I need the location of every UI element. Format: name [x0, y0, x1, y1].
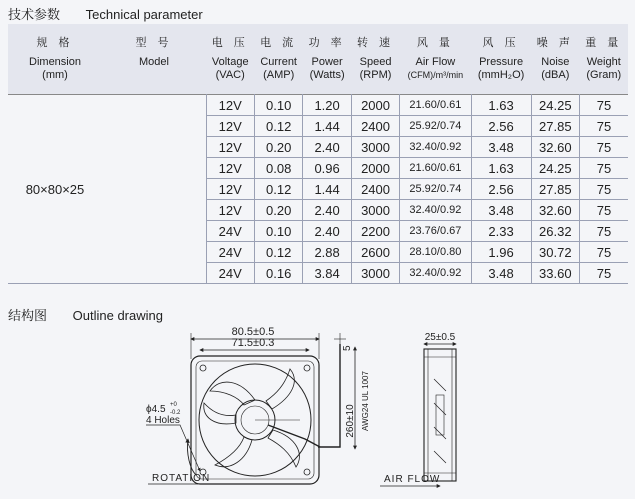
pressure-cell: 3.48: [471, 263, 531, 284]
fan-side-view: [424, 332, 456, 481]
airflow-cell: 32.40/0.92: [400, 200, 471, 221]
noise-cell: 26.32: [531, 221, 579, 242]
current-cell: 0.16: [254, 263, 302, 284]
voltage-cell: 12V: [206, 158, 254, 179]
col-noise: 噪 声 Noise (dBA): [536, 36, 574, 81]
pressure-cell: 2.56: [471, 179, 531, 200]
weight-cell: 75: [580, 95, 628, 116]
current-cell: 0.10: [254, 95, 302, 116]
col-current: 电 流 Current (AMP): [260, 36, 298, 81]
airflow-cell: 32.40/0.92: [400, 137, 471, 158]
current-cell: 0.10: [254, 221, 302, 242]
pressure-cell: 2.56: [471, 116, 531, 137]
voltage-cell: 12V: [206, 137, 254, 158]
weight-cell: 75: [580, 221, 628, 242]
holes-tol-lower: -0.2: [170, 410, 181, 416]
tech-param-title: [8, 4, 203, 23]
voltage-cell: 12V: [206, 95, 254, 116]
noise-cell: 30.72: [531, 242, 579, 263]
power-cell: 0.96: [303, 158, 351, 179]
speed-cell: 2400: [351, 116, 399, 137]
noise-cell: 24.25: [531, 95, 579, 116]
voltage-cell: 24V: [206, 242, 254, 263]
dimension-cell: 80×80×25: [8, 95, 102, 284]
noise-cell: 27.85: [531, 179, 579, 200]
speed-cell: 2000: [351, 95, 399, 116]
airflow-cell: 23.76/0.67: [400, 221, 471, 242]
col-model: 型 号 Model: [135, 36, 173, 68]
power-cell: 1.44: [303, 116, 351, 137]
weight-cell: 75: [580, 200, 628, 221]
noise-cell: 27.85: [531, 116, 579, 137]
rotation-label: ROTATION: [152, 473, 211, 484]
airflow-cell: 25.92/0.74: [400, 179, 471, 200]
voltage-cell: 12V: [206, 179, 254, 200]
weight-cell: 75: [580, 179, 628, 200]
outline-title-en: Outline drawing: [72, 308, 163, 323]
pressure-cell: 1.96: [471, 242, 531, 263]
weight-cell: 75: [580, 263, 628, 284]
outline-title-cn: 结构图: [8, 308, 48, 323]
noise-cell: 33.60: [531, 263, 579, 284]
dim-side-label: 25±0.5: [424, 332, 456, 343]
dim-outer-label: 80.5±0.5: [231, 326, 275, 338]
holes-dia-label: ϕ4.5: [146, 404, 166, 415]
power-cell: 1.44: [303, 179, 351, 200]
airflow-cell: 21.60/0.61: [400, 158, 471, 179]
wire-label: AWG24 UL 1007: [361, 371, 370, 431]
voltage-cell: 24V: [206, 221, 254, 242]
pressure-cell: 2.33: [471, 221, 531, 242]
pressure-cell: 3.48: [471, 137, 531, 158]
speed-cell: 3000: [351, 137, 399, 158]
noise-cell: 24.25: [531, 158, 579, 179]
speed-cell: 2600: [351, 242, 399, 263]
noise-cell: 32.60: [531, 137, 579, 158]
weight-cell: 75: [580, 158, 628, 179]
outline-drawing: [0, 319, 635, 499]
table-row: [8, 95, 628, 116]
noise-cell: 32.60: [531, 200, 579, 221]
col-pressure: 风 压 Pressure (mmH₂O): [477, 36, 525, 81]
dim-inner-label: 71.5±0.3: [231, 337, 275, 349]
speed-cell: 3000: [351, 263, 399, 284]
voltage-cell: 24V: [206, 263, 254, 284]
current-cell: 0.08: [254, 158, 302, 179]
col-power: 功 率 Power (Watts): [308, 36, 346, 81]
pressure-cell: 1.63: [471, 95, 531, 116]
spec-table: [8, 24, 628, 284]
dim-lead-gap-label: 5: [342, 345, 353, 351]
airflow-cell: 21.60/0.61: [400, 95, 471, 116]
weight-cell: 75: [580, 137, 628, 158]
pressure-cell: 1.63: [471, 158, 531, 179]
dim-lead-label: 260±10: [345, 404, 356, 438]
current-cell: 0.12: [254, 116, 302, 137]
speed-cell: 3000: [351, 200, 399, 221]
power-cell: 2.40: [303, 200, 351, 221]
current-cell: 0.12: [254, 179, 302, 200]
current-cell: 0.12: [254, 242, 302, 263]
col-voltage: 电 压 Voltage (VAC): [211, 36, 249, 81]
pressure-cell: 3.48: [471, 200, 531, 221]
voltage-cell: 12V: [206, 200, 254, 221]
speed-cell: 2400: [351, 179, 399, 200]
airflow-cell: 25.92/0.74: [400, 116, 471, 137]
power-cell: 3.84: [303, 263, 351, 284]
voltage-cell: 12V: [206, 116, 254, 137]
power-cell: 2.40: [303, 137, 351, 158]
speed-cell: 2200: [351, 221, 399, 242]
spec-header-row: [8, 24, 628, 95]
holes-tol-upper: +0: [170, 402, 177, 408]
holes-label: 4 Holes: [146, 415, 180, 426]
weight-cell: 75: [580, 116, 628, 137]
fan-front-view: [191, 344, 340, 484]
power-cell: 2.88: [303, 242, 351, 263]
airflow-label: AIR FLOW: [384, 474, 441, 485]
weight-cell: 75: [580, 242, 628, 263]
tech-param-title-cn: 技术参数: [8, 7, 61, 22]
col-airflow: 风 量 Air Flow (CFM)/m³/min: [407, 36, 464, 80]
col-weight: 重 量 Weight (Gram): [585, 36, 623, 81]
model-cell: [102, 95, 206, 284]
current-cell: 0.20: [254, 137, 302, 158]
current-cell: 0.20: [254, 200, 302, 221]
speed-cell: 2000: [351, 158, 399, 179]
power-cell: 1.20: [303, 95, 351, 116]
airflow-cell: 28.10/0.80: [400, 242, 471, 263]
airflow-cell: 32.40/0.92: [400, 263, 471, 284]
col-speed: 转 速 Speed (RPM): [357, 36, 395, 81]
col-dimension: 规 格 Dimension (mm): [29, 36, 81, 81]
tech-param-title-en: Technical parameter: [85, 7, 203, 22]
power-cell: 2.40: [303, 221, 351, 242]
